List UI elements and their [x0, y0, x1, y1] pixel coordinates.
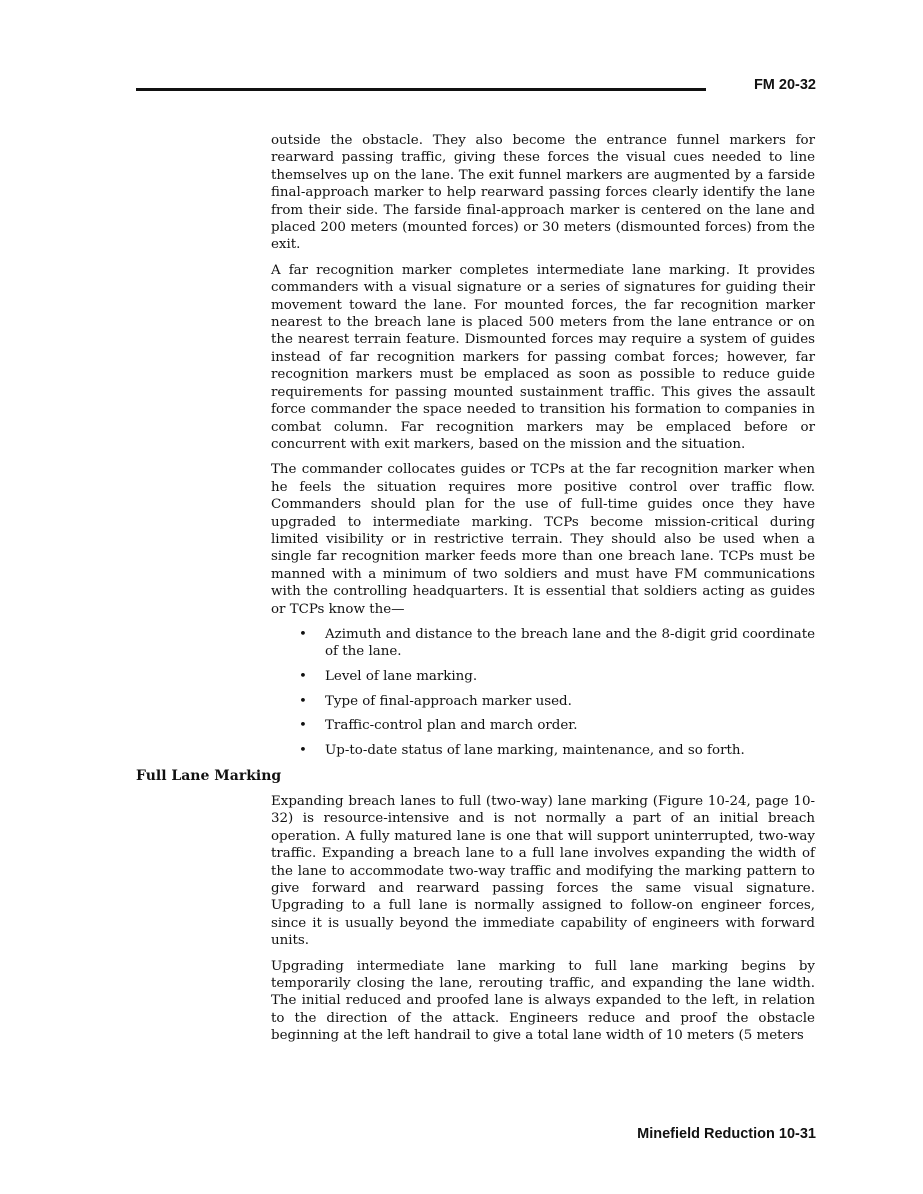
list-item	[271, 626, 815, 661]
bullet-icon: •	[299, 626, 307, 642]
document-id: FM 20-32	[753, 77, 816, 93]
list-item-text: Level of lane marking.	[325, 669, 478, 685]
page-body	[136, 132, 815, 1053]
bullet-icon: •	[299, 718, 307, 734]
paragraph: The commander collocates guides or TCPs at the far recognition marker when he feels the situation requires more positive control over traffic flow. Commanders should plan for the use of full-time guides once they have upgraded to intermediate marking. TCPs become mission-critical during limited visibility or in restrictive terrain. They should also be used when a single far recognition marker feeds more than one breach lane. TCPs must be manned with a minimum of two soldiers and must have FM communications with the controlling headquarters. It is essential that soldiers acting as guides or TCPs know the—	[271, 462, 815, 617]
list-item	[271, 668, 815, 685]
list-item	[271, 742, 815, 759]
list-item-text: Up-to-date status of lane marking, maintenance, and so forth.	[325, 743, 745, 759]
list-item-text: Type of final-approach marker used.	[325, 693, 572, 709]
header-rule	[136, 88, 706, 91]
section-heading: Full Lane Marking	[136, 767, 282, 784]
paragraph: A far recognition marker completes intermediate lane marking. It provides commanders with a visual signature or a series of signatures for guiding their movement toward the lane. For mounted forces, the far recognition marker nearest to the breach lane is placed 500 meters from the lane entrance or on the nearest terrain feature. Dismounted forces may require a system of guides instead of far recognition markers for passing combat forces; however, far recognition markers must be emplaced as soon as possible to reduce guide requirements for passing mounted sustainment traffic. This gives the assault force commander the space needed to transition his formation to companies in combat column. Far recognition markers may be emplaced before or concurrent with exit markers, based on the mission and the situation.	[271, 262, 815, 452]
bullet-icon: •	[299, 693, 307, 709]
list-item-text: Traffic-control plan and march order.	[325, 718, 578, 734]
bullet-list	[271, 626, 815, 760]
footer-chapter-page: Minefield Reduction 10-31	[637, 1126, 816, 1142]
list-item	[271, 693, 815, 710]
bullet-icon: •	[299, 669, 307, 685]
paragraph: Upgrading intermediate lane marking to full lane marking begins by temporarily closing the lane, rerouting traffic, and expanding the lane width. The initial reduced and proofed lane is always expanded to the left, in relation to the direction of the attack. Engineers reduce and proof the obstacle beginning at the left handrail to give a total lane width of 10 meters (5 meters	[271, 958, 815, 1044]
paragraph: outside the obstacle. They also become the entrance funnel markers for rearward passing traffic, giving these forces the visual cues needed to line themselves up on the lane. The exit funnel markers are augmented by a farside final-approach marker to help rearward passing forces clearly identify the lane from their side. The farside final-approach marker is centered on the lane and placed 200 meters (mounted forces) or 30 meters (dismounted forces) from the exit.	[271, 133, 815, 253]
list-item-text: Azimuth and distance to the breach lane and the 8-digit grid coordinate of the lane.	[325, 626, 815, 660]
list-item	[271, 717, 815, 734]
bullet-icon: •	[299, 743, 307, 759]
paragraph: Expanding breach lanes to full (two-way) lane marking (Figure 10-24, page 10-32) is resource-intensive and is not normally a part of an initial breach operation. A fully matured lane is one that will support uninterrupted, two-way traffic. Expanding a breach lane to a full lane involves expanding the width of the lane to accommodate two-way traffic and modifying the marking pattern to give forward and rearward passing forces the same visual signature. Upgrading to a full lane is normally assigned to follow-on engineer forces, since it is usually beyond the immediate capability of engineers with forward units.	[271, 794, 815, 949]
